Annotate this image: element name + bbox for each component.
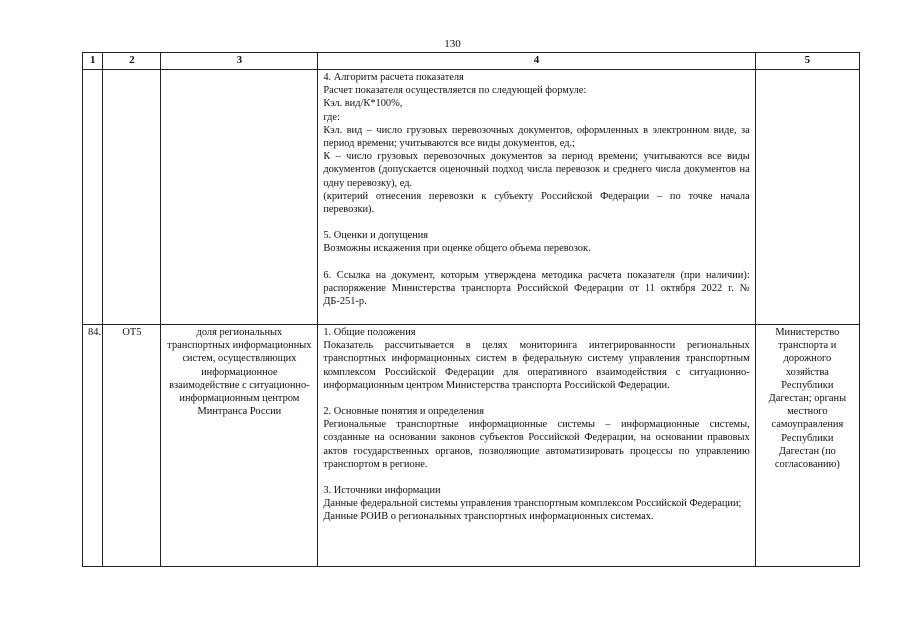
section-5-title: 5. Оценки и допущения — [323, 230, 429, 242]
criterion-note: (критерий отнесения перевозки к субъекту Российской Федерации – по точке начала перевозки). — [323, 190, 750, 215]
table-header-row — [83, 53, 860, 70]
row1-col3 — [161, 69, 318, 324]
section-4-line1: Расчет показателя осуществляется по следующей формуле: — [323, 85, 587, 97]
table-row — [83, 69, 860, 324]
definition-kel: Кэл. вид – число грузовых перевозочных документов, оформленных в электронном виде, за период времени; учитываются все виды документов, ед.; — [323, 124, 750, 149]
table-row — [83, 324, 860, 566]
header-col-3: 3 — [161, 53, 318, 70]
header-col-1: 1 — [83, 53, 103, 70]
indicator-code: ОТ5 — [103, 324, 161, 566]
definition-k: К – число грузовых перевозочных документов за период времени; учитываются все виды документов (допускается оценочный подход числа перевозок и среднего числа документов на одну перевозку), ед. — [323, 151, 750, 189]
section-3-line2: Данные РОИВ о региональных транспортных информационных системах. — [323, 511, 654, 523]
indicator-table — [82, 52, 860, 567]
row2-col4 — [318, 324, 755, 566]
row1-col1 — [83, 69, 103, 324]
responsible-body: Министерство транспорта и дорожного хозяйства Республики Дагестан; органы местного самоуправления Республики Дагестан (по согласованию) — [755, 324, 859, 566]
section-6-text: 6. Ссылка на документ, которым утверждена методика расчета показателя (при наличии): распоряжение Министерства транспорта Российской Федерации от 11 октября 2022 г. № ДБ-251-р. — [323, 269, 750, 308]
row-number: 84. — [83, 324, 103, 566]
section-4-title: 4. Алгоритм расчета показателя — [323, 71, 464, 83]
page-number: 130 — [444, 38, 461, 50]
section-3-line1: Данные федеральной системы управления транспортным комплексом Российской Федерации; — [323, 498, 742, 510]
row1-col2 — [103, 69, 161, 324]
section-1-title: 1. Общие положения — [323, 326, 416, 338]
section-1-text: Показатель рассчитывается в целях мониторинга интегрированности региональных транспортных информационных систем в федеральную систему управления транспортным комплексом Российской Федерации для оперативного взаимодействия с ситуационно-информационным центром Министерства транспорта Российской Федерации. — [323, 340, 750, 391]
indicator-name: доля региональных транспортных информационных систем, осуществляющих информационное взаимодействие с ситуационно-информационным центром Минтранса России — [161, 324, 318, 566]
header-col-2: 2 — [103, 53, 161, 70]
section-5-text: Возможны искажения при оценке общего объема перевозок. — [323, 243, 591, 255]
formula: Кэл. вид/К*100%, — [323, 98, 403, 110]
section-2-text: Региональные транспортные информационные системы – информационные системы, созданные на основании законов субъектов Российской Федерации, на основании правовых актов государственных органов, позволяющие автоматизировать процессы по управлению транспортом в регионе. — [323, 419, 750, 470]
section-3-title: 3. Источники информации — [323, 485, 441, 496]
where-label: где: — [323, 111, 340, 123]
row1-col5 — [755, 69, 859, 324]
row1-col4 — [318, 69, 755, 324]
header-col-5: 5 — [755, 53, 859, 70]
header-col-4: 4 — [318, 53, 755, 70]
section-2-title: 2. Основные понятия и определения — [323, 405, 485, 417]
